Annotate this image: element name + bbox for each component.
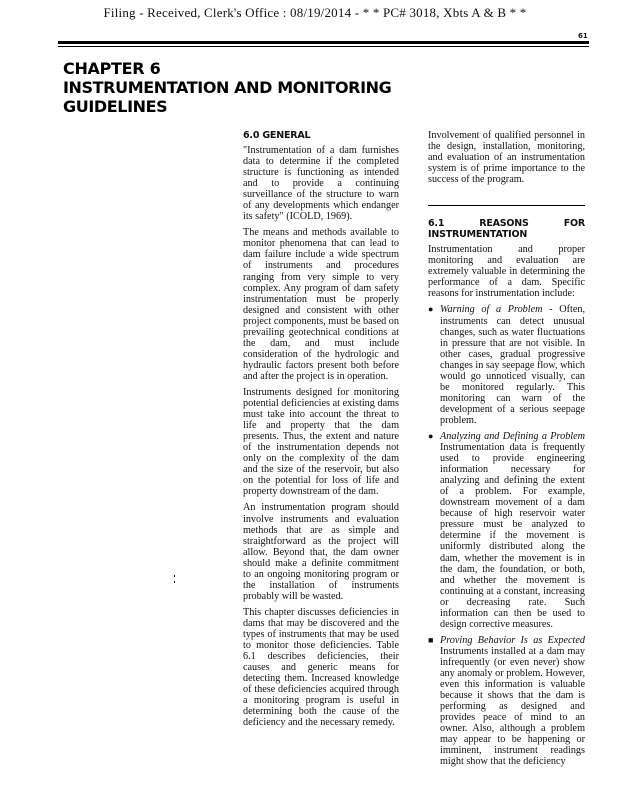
list-item xyxy=(428,431,585,630)
filing-stamp: Filing - Received, Clerk's Office : 08/19/2014 - * * PC# 3018, Xbts A & B * * xyxy=(103,5,527,20)
bullet-icon: ■ xyxy=(428,634,434,645)
list-item-text: - Often, instruments can detect unusual changes, such as water fluctuations in pressure that are not visible. In other cases, gradual progressive changes in say seepage flow, which would go unnoticed visually, can be monitored regularly. This monitoring can warn of the development of a serious seepage problem. xyxy=(440,304,585,426)
list-item xyxy=(428,635,585,768)
paragraph: An instrumentation program should involve instruments and evaluation methods that are as simple and straightforward as the project will allow. Beyond that, the dam owner should make a definite commitment to an ongoing monitoring program or the installation of instruments probably will be wasted. xyxy=(243,502,399,602)
page-number: 61 xyxy=(578,32,588,40)
list-item-title: Warning of a Problem xyxy=(440,304,543,316)
paragraph: The means and methods available to monitor phenomena that can lead to dam failure include a wide spectrum of instruments and procedures ranging from very simple to very complex. Any program of dam safety instrumentation must be properly designed and consistent with other project components, must be based on prevailing geotechnical conditions at the dam, and must include consideration of the hydrologic and hydraulic factors present both before and after the project is in operation. xyxy=(243,227,399,382)
list-item-text: Instruments installed at a dam may infrequently (or even never) show any anomaly or problem. However, even this information is valuable because it shows that the dam is performing as designed and provides peace of mind to an owner. Also, although a problem may appear to be happening or imminent, instrument readings might show that the deficiency xyxy=(440,645,585,768)
paragraph: Involvement of qualified personnel in the design, installation, monitoring, and evaluation of an instrumentation system is of prime importance to the success of the program. xyxy=(428,130,585,186)
paragraph: Instruments designed for monitoring potential deficiencies at existing dams must take into account the threat to life and property that the dam presents. Thus, the extent and nature of the instrumentation depends not only on the complexity of the dam and the size of the reservoir, but also on the potential for loss of life and property downstream of the dam. xyxy=(243,386,399,498)
paragraph: "Instrumentation of a dam furnishes data to determine if the completed structure is functioning as intended and to provide a continuing surveillance of the structure to warn of any developments which endanger its safety" (ICOLD, 1969). xyxy=(243,145,399,223)
header-rule-thin xyxy=(58,46,589,47)
reasons-list xyxy=(428,304,585,767)
section-heading-general: 6.0 GENERAL xyxy=(243,130,311,141)
list-item xyxy=(428,304,585,426)
paragraph: This chapter discusses deficiencies in dams that may be discovered and the types of instruments that may be used to monitor those deficiencies. Table 6.1 describes deficiencies, their causes and generic means for detecting them. Increased knowledge of these deficiencies acquired through a monitoring program is useful in determining both the cause of the deficiency and the necessary remedy. xyxy=(243,606,399,729)
section-divider xyxy=(428,205,585,206)
bullet-icon: ● xyxy=(428,430,434,441)
scan-artifact-dots xyxy=(174,575,176,585)
column-right xyxy=(428,130,585,772)
chapter-heading xyxy=(63,59,423,116)
column-left xyxy=(243,130,399,733)
list-item-title: Analyzing and Defining a Problem xyxy=(440,430,585,442)
chapter-number: CHAPTER 6 xyxy=(63,59,161,78)
bullet-icon: ● xyxy=(428,304,434,315)
paragraph: Instrumentation and proper monitoring and evaluation are extremely valuable in determining the performance of a dam. Specific reasons for instrumentation include: xyxy=(428,244,585,300)
chapter-title: INSTRUMENTATION AND MONITORING GUIDELINES xyxy=(63,78,392,116)
list-item-title: Proving Behavior Is as Expected xyxy=(440,634,585,646)
section-heading-reasons: 6.1 REASONS FOR INSTRUMENTATION xyxy=(428,218,585,241)
header-rule xyxy=(58,41,589,44)
list-item-text: Instrumentation data is frequently used to provide engineering information necessary for analyzing and defining the extent of a problem. For example, downstream movement of a dam because of high reservoir water pressure must be analyzed to determine if the movement is uniformly distributed along the dam, whether the movement is in the dam, the foundation, or both, and whether the movement is continuing at a constant, increasing or decreasing rate. Such information can then be used to design corrective measures. xyxy=(440,442,585,630)
